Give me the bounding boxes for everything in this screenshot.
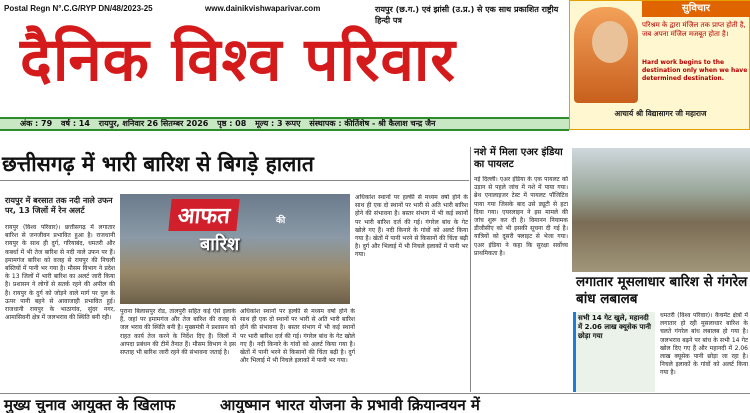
bottom-headline-left[interactable]: मुख्य चुनाव आयुक्त के खिलाफ xyxy=(4,396,176,413)
page-count: पृष्ठ : 08 xyxy=(217,119,247,128)
founder: संस्थापक : कीर्तिशेष - श्री कैलाश चन्द्र जैन xyxy=(309,119,436,128)
postal-registration: Postal Regn N°.C.G/RYP DN/48/2023-25 xyxy=(4,4,153,13)
dam-story-text: धमतरी (विश्व परिवार)। कैचमेंट क्षेत्रों में लगातार हो रही मूसलाधार बारिश के चलते गंगरेल बांध लबालब हो गया है। जलभराव बढ़ने पर बांध के सभी 14 गेट खोल दिए गए हैं और महानदी में 2.06 लाख क्यूसेक पानी छोड़ा जा रहा है। निचले इलाकों के गांवों को अलर्ट किया गया है। xyxy=(660,312,748,377)
thought-english: Hard work begins to the destination only when we have determined destination. xyxy=(642,59,748,82)
thought-author: आचार्य श्री विद्यासागर जी महाराज xyxy=(614,109,707,118)
acharya-photo xyxy=(574,7,638,103)
side-story-text: नई दिल्ली। एअर इंडिया के एक पायलट को उड़ान से पहले जांच में नशे में पाया गया। ब्रेथ एनालाइजर टेस्ट में पायलट पॉजिटिव पाया गया जिसके बाद उसे ड्यूटी से हटा दिया गया। एयरलाइन ने इस मामले की जांच शुरू कर दी है। विमानन नियामक डीजीसीए को भी इसकी सूचना दी गई है। यात्रियों को दूसरी फ्लाइट से भेजा गया। एअर इंडिया ने कहा कि सुरक्षा सर्वोच्च प्राथमिकता है। xyxy=(474,176,568,257)
main-subhead: रायपुर में बरसात तक नदी नाले उफन पर, 13 जिलों में रेन अलर्ट xyxy=(5,196,113,215)
dam-headline[interactable]: लगातार मूसलाधार बारिश से गंगरेल बांध लबालब xyxy=(576,274,748,307)
main-story-col2b: अधिकांश स्थानों पर हल्की से मध्यम वर्षा होने के साथ ही एक दो स्थानों पर भारी से अति भारी बारिश होने की संभावना है। बस्तर संभाग में भी कई स्थानों पर भारी बारिश दर्ज की गई। गंगरेल बांध के गेट खोले गए हैं। नदी किनारे के गांवों को अलर्ट किया गया है। खेतों में पानी भरने से किसानों की चिंता बढ़ी है। दुर्ग और भिलाई में भी निचले इलाकों में पानी भर गया। xyxy=(240,308,355,365)
dateline: रायपुर, शनिवार 26 सितम्बर 2026 xyxy=(98,119,209,128)
main-story-col1: रायपुर (विश्व परिवार)। छत्तीसगढ़ में लगातार बारिश से जनजीवन प्रभावित हुआ है। राजधानी रायपुर के साथ ही दुर्ग, गरियाबंद, धमतरी और कबर्धा में भी तेज बारिश से नदी नाले उफन पर हैं। इमामगंज बारिश को वजह से रायपुर की निचली बस्तियों में पानी भर गया है। मौसम विभाग ने प्रदेश के 13 जिलों में भारी बारिश का अलर्ट जारी किया है। प्रशासन ने लोगों से सतर्क रहने की अपील की है। रायपुर के दुर्ग को जोड़ने वाले मार्ग पर पुल के ऊपर पानी बहने से आवाजाही प्रभावित हुई। राजधानी रायपुर के भाठागांव, सुंदर नगर, आमासिवनी क्षेत्र में जलभराव की स्थिति बनी रही। xyxy=(5,224,115,322)
bottom-headline-right[interactable]: आयुष्मान भारत योजना के प्रभावी क्रियान्वयन में xyxy=(220,396,480,413)
website-url[interactable]: www.dainikvishwaparivar.com xyxy=(205,4,321,13)
photo-banner: आफत xyxy=(168,199,239,231)
photo-ki: की xyxy=(276,216,286,226)
issue-info-bar xyxy=(0,117,569,131)
main-story-col2: पुराना बिलासपुर रोड, तालपुरी सहित कई ऐसे इलाके हैं, जहां पर इमामगंज और तेज बारिश की वजह से जल भराव की स्थिति बनी है। मुख्यमंत्री ने प्रशासन को राहत कार्य तेज करने के निर्देश दिए हैं। जिलों में आपदा प्रबंधन की टीमें तैनात हैं। मौसम विभाग ने इस सप्ताह भी बारिश जारी रहने की संभावना जताई है। xyxy=(120,308,236,357)
main-story-col3: अधिकांश स्थानों पर हल्की से मध्यम वर्षा होने के साथ ही एक दो स्थानों पर भारी से अति भारी बारिश होने की संभावना है। बस्तर संभाग में भी कई स्थानों पर भारी बारिश दर्ज की गई। गंगरेल बांध के गेट खोले गए हैं। नदी किनारे के गांवों को अलर्ट किया गया है। खेतों में पानी भरने से किसानों की चिंता बढ़ी है। दुर्ग और भिलाई में भी निचले इलाकों में पानी भर गया। xyxy=(355,194,468,259)
price: मूल्य : 3 रूपए xyxy=(255,119,301,128)
main-headline[interactable]: छत्तीसगढ़ में भारी बारिश से बिगड़े हालात xyxy=(2,152,314,176)
volume-year: वर्ष : 14 xyxy=(60,119,90,128)
dam-bullet: सभी 14 गेट खुले, महानदी में 2.06 लाख क्यूसेक पानी छोड़ा गया xyxy=(573,312,655,392)
thought-box xyxy=(569,0,750,130)
tagline: रायपुर (छ.ग.) एवं झांसी (उ.प्र.) से एक साथ प्रकाशित राष्ट्रीय हिन्दी पत्र xyxy=(375,5,559,25)
masthead-title: दैनिक विश्व परिवार xyxy=(20,25,456,95)
issue-number: अंक : 79 xyxy=(20,119,53,128)
dam-photo xyxy=(572,148,750,272)
thought-heading: सुविचार xyxy=(642,1,750,17)
thought-hindi: परिश्रम के द्वारा मंजिल तक प्राप्त होती है, जब अपना मंजिल मजबूत होता है। xyxy=(642,21,746,38)
photo-word: बारिश xyxy=(200,234,240,255)
side-headline[interactable]: नशे में मिला एअर इंडिया का पायलट xyxy=(474,147,563,170)
